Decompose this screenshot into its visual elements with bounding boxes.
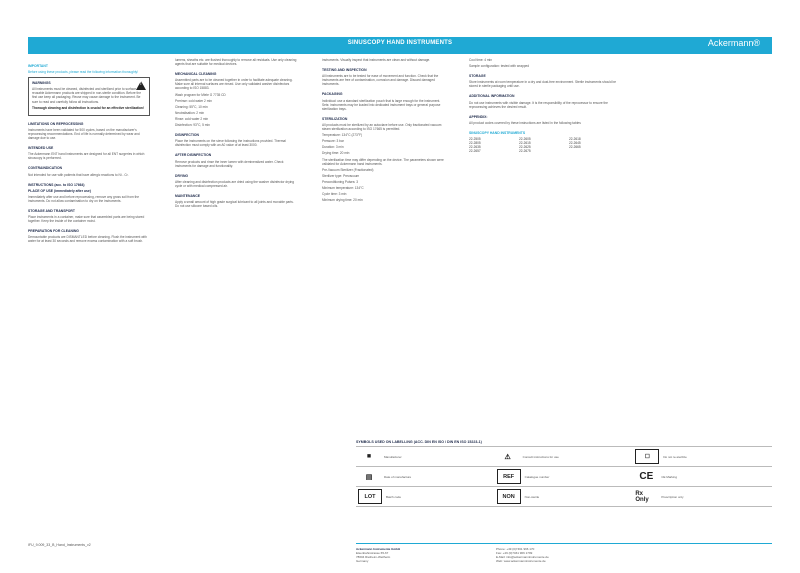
codes-heading: SINUSCOPY HAND INSTRUMENTS (469, 130, 526, 135)
maintenance-heading: MAINTENANCE (175, 193, 201, 198)
product-code: 22-2618 (569, 137, 581, 142)
product-code: 22-2505 (469, 137, 481, 142)
program-line: Prerinse: cold water 2 min (175, 98, 212, 103)
address-line: Eisenbahnstrasse 65-67 (356, 551, 389, 555)
symbol-cell (495, 487, 634, 507)
phone: Phone: +49 (0)7461 966 170 (496, 547, 535, 551)
testing-text: All instruments are to be tested for ease of movement and function. Check that the instruments are free of contamination, corrosion and damage. Discard damaged instruments. (322, 74, 439, 87)
company-name: Ackermann Instrumente GmbH (356, 547, 401, 551)
ce-icon: CE (639, 471, 654, 482)
warnings-heading: WARNINGS (32, 81, 51, 86)
param-line: Pressure: 3 bar (322, 139, 344, 144)
after-sterilization-text: The sterilization time may differ depending on the device. The parameters shown were validated for Ackermann hand instruments. (322, 157, 444, 166)
brand-logo: Ackermann® (707, 38, 760, 48)
pre-vacuum-line: Cycle time: 3 min (322, 192, 347, 197)
col4-top-text: Cool time: 4 min (469, 58, 493, 62)
storage-text: Store instruments at room temperature in a dry and dust-free environment. Sterile instruments should be stored in sterile packaging until use. (469, 80, 617, 89)
param-line: Drying time: 20 min (322, 151, 350, 156)
ref-icon: REF (497, 469, 521, 484)
address-line: 78604 Rietheim-Weilheim (356, 555, 391, 559)
product-code (569, 149, 619, 153)
symbol-label: Prescription only (661, 494, 684, 499)
point-of-use-heading: PLACE OF USE (immediately after use) (28, 188, 91, 193)
symbols-table (356, 440, 772, 540)
warnings-bold: Thorough cleaning and disinfection is crucial for an effective sterilization! (32, 105, 144, 110)
drying-heading: DRYING (175, 173, 189, 178)
symbol-label: Do not re-sterilize (663, 454, 687, 459)
mechanical-text: Assembled parts are to be cleaned together in order to facilitate adequate cleaning. Make sure all internal surfaces are rinsed. Use only validated washer disinfectors according to ISO 15883. (175, 78, 293, 91)
column-2 (175, 58, 297, 210)
email: E-Mail: info@ackermanninstrumente.de (496, 555, 549, 559)
appendix-text: All product codes covered by these instructions are listed in the following tables (469, 120, 581, 125)
sterilization-heading: STERILIZATION (322, 116, 348, 121)
additional-text: Do not use instruments with visible damage. It is the responsibility of the reprocessor to ensure the reprocessing achieves the desired result. (469, 100, 608, 109)
program-line: Rinse: cold water 2 min (175, 116, 209, 121)
header-bar (28, 37, 772, 54)
product-code: 22-2615 (519, 141, 531, 146)
contraindication-heading: CONTRAINDICATION (28, 166, 63, 171)
warning-icon (136, 81, 146, 90)
column-1 (28, 58, 150, 246)
pre-vacuum-line: Pre-Vacuum Sterilizer (Fractionated) (322, 167, 374, 172)
sterilization-text: All products must be sterilized by an autoclave before use. Only fractionated vacuum steam sterilization according to ISO 17665 is permitted. (322, 122, 442, 132)
product-code: 22-2665 (569, 145, 581, 150)
prep-heading: PREPARATION FOR CLEANING (28, 229, 79, 234)
disinfection-heading: DISINFECTION (175, 133, 199, 138)
additional-heading: ADDITIONAL INFORMATION (469, 94, 515, 99)
important-heading: IMPORTANT (28, 64, 48, 68)
program-line: Neutralisation: 2 min (175, 110, 205, 115)
param-line: Duration: 3 min (322, 145, 344, 150)
storage-transport-heading: STORAGE AND TRANSPORT (28, 208, 75, 213)
resterilize-icon: ☐ (635, 449, 659, 464)
contact-block (496, 547, 549, 563)
pre-vacuum-line: Preconditioning Pulses: 3 (322, 179, 358, 184)
website: Web: www.ackermanninstrumente.de (496, 559, 546, 563)
document-title: SINUSCOPY HAND INSTRUMENTS (347, 40, 453, 46)
appendix-heading: APPENDIX: (469, 114, 488, 119)
symbols-grid (356, 446, 772, 507)
symbol-cell (633, 467, 772, 487)
contraindication-text: Not intended for use with patients that have allergic reactions to Ni - Cr. (28, 172, 129, 177)
intended-use-heading: INTENDED USE (28, 146, 54, 151)
document-code: IFU_9.009_33_B_Hand_Instruments_v2 (28, 543, 91, 547)
disinfection-text: Place the instruments on the sieve following the instructions provided. Thermal disinfection must comply with an A0 value of at least 3000. (175, 139, 286, 148)
limitations-heading: LIMITATIONS ON REPROCESSING (28, 121, 84, 126)
pre-vacuum-line: Sterilizer type: Prevacuum (322, 173, 360, 178)
param-line: Temperature: 134°C (273°F) (322, 133, 363, 138)
symbol-label: Consult instructions for use (522, 454, 559, 459)
symbol-cell (356, 487, 495, 507)
important-text: Before using these products, please read the following information thoroughly! (28, 70, 139, 75)
product-code: 22-2805 (469, 141, 481, 146)
caution-icon: ⚠ (504, 453, 511, 461)
company-block (356, 547, 400, 563)
drying-text: After cleaning and disinfection products are dried using the washer disinfector drying cycle or with medical compressed air. (175, 179, 295, 188)
intended-use-text: The Ackermann ENT hand instruments are designed for all ENT surgeries in which sinuscopy is performed. (28, 152, 145, 161)
symbol-label: Manufacturer (384, 454, 402, 459)
footer (356, 545, 772, 571)
symbol-label: Non-sterile (524, 494, 540, 499)
symbol-label: Batch code (386, 494, 402, 499)
after-disinfection-heading: AFTER DISINFECTION (175, 153, 212, 158)
rx-icon: Rx Only (635, 490, 649, 503)
product-code: 22-2625 (519, 145, 531, 150)
packaging-heading: PACKAGING (322, 92, 343, 97)
storage-transport-text: Place instruments in a container, make sure that assembled parts are being stored together. Keep the inside of the container moist. (28, 215, 145, 224)
fax: Fax: +49 (0)7461 966 1799 (496, 551, 533, 555)
testing-heading: TESTING AND INSPECTION (322, 68, 367, 73)
product-code: 22-2675 (519, 149, 531, 154)
address-line: Germany (356, 559, 369, 563)
symbol-cell (633, 487, 772, 507)
warnings-text: All instruments must be cleaned, disinfected and sterilized prior to surface. All reusable Ackermann products are shipped in non-sterile condition. Before the first use keep all packaging. Reuse may cause damage to the instrument. Be sure to read and carefully follow all instructions. (32, 87, 142, 104)
storage-heading: STORAGE (469, 74, 486, 79)
program-line: Wash program for Miele G 7735 CD (175, 92, 226, 97)
mechanical-heading: MECHANICAL CLEANING (175, 72, 217, 77)
symbol-cell (495, 467, 634, 487)
product-code: 22-2645 (569, 141, 581, 146)
product-code: 22-2635 (469, 145, 481, 150)
after-disinfection-text: Remove products and rinse the inner lumen with demineralized water. Check instruments for damage and functionality. (175, 159, 284, 168)
prep-text: Demountable products are DISMANTLED before cleaning. Flush the instrument with water for at least 30 seconds and remove excess contamination with a soft brush. (28, 235, 147, 244)
instructions-heading: INSTRUCTIONS (acc. to ISO 17664) (28, 182, 85, 187)
footer-divider (356, 543, 772, 544)
col4-top-text-2: Sample configuration: tested with wrapped (469, 64, 530, 69)
product-code: 22-2657 (469, 149, 481, 154)
program-line: Disinfection: 93°C, 5 min (175, 123, 210, 128)
date-icon: ▤ (365, 473, 373, 481)
symbol-cell (356, 467, 495, 487)
lot-icon: LOT (358, 489, 382, 504)
symbols-title: SYMBOLS USED ON LABELLING (ACC. DIN EN ISO / DIN EN ISO 15223-1) (356, 440, 482, 444)
pre-vacuum-line: Minimum drying time: 20 min (322, 198, 363, 203)
symbol-cell (495, 447, 634, 467)
point-of-use-text: Immediately after use and before reprocessing, remove any gross soil from the instruments. Do not allow contamination to dry on the instruments. (28, 194, 140, 203)
manufacturer-icon: ■ (366, 453, 372, 460)
packaging-text: Individual: use a standard sterilization pouch that is large enough for the instrument. Sets: instruments may be loaded into dedicated instrument trays or general purpose sterilization trays. (322, 98, 441, 111)
pre-vacuum-line: Minimum temperature: 134°C (322, 185, 364, 190)
column-4 (469, 58, 619, 153)
symbol-cell (356, 447, 495, 467)
maintenance-text: Apply a small amount of high grade surgical lubricant to all joints and movable parts. Do not use silicone based oils. (175, 200, 294, 209)
col3-top-text: instruments. Visually inspect that instruments are clean and without damage. (322, 58, 431, 62)
program-line: Cleaning: 55°C, 10 min (175, 104, 208, 109)
col2-top-text: lumens, sheaths etc. are flushed thoroughly to remove all residuals. Use only cleaning agents that are suitable for medical devices. (175, 58, 297, 67)
product-codes-table (469, 137, 619, 153)
warnings-box (28, 77, 150, 116)
symbol-label: Catalogue number (524, 474, 550, 479)
symbol-label: CE Marking (661, 474, 677, 479)
column-3 (322, 58, 444, 204)
symbol-cell (633, 447, 772, 467)
product-code: 22-2605 (519, 137, 531, 142)
limitations-text: Instruments have been validated for 500 cycles, based on the manufacturer's reprocessing recommendations. End of life is normally determined by wear and damage due to use. (28, 127, 140, 141)
nonsterile-icon: NON (497, 489, 521, 504)
symbol-label: Date of manufacture (384, 474, 412, 479)
